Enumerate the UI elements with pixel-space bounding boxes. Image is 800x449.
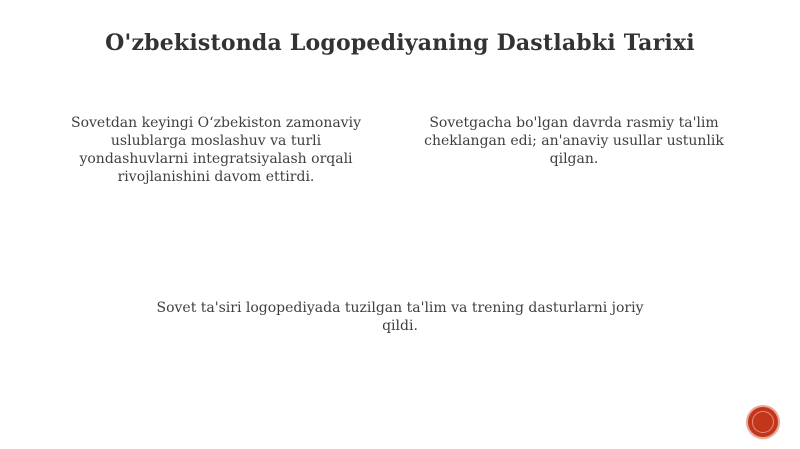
slide-title: O'zbekistonda Logopediyaning Dastlabki Tarixi <box>105 30 695 56</box>
circle-nav-icon[interactable] <box>748 407 778 437</box>
text-block-bottom: Sovet ta'siri logopediyada tuzilgan ta'lim va trening dasturlarni joriy qildi. <box>156 300 644 334</box>
text-block-left: Sovetdan keyingi O‘zbekiston zamonaviy uslublarga moslashuv va turli yondashuvlarni integratsiyalash orqali rivojlanishini davom ettirdi. <box>71 115 361 185</box>
text-block-right: Sovetgacha bo'lgan davrda rasmiy ta'lim cheklangan edi; an'anaviy usullar ustunlik qilgan. <box>424 115 724 167</box>
